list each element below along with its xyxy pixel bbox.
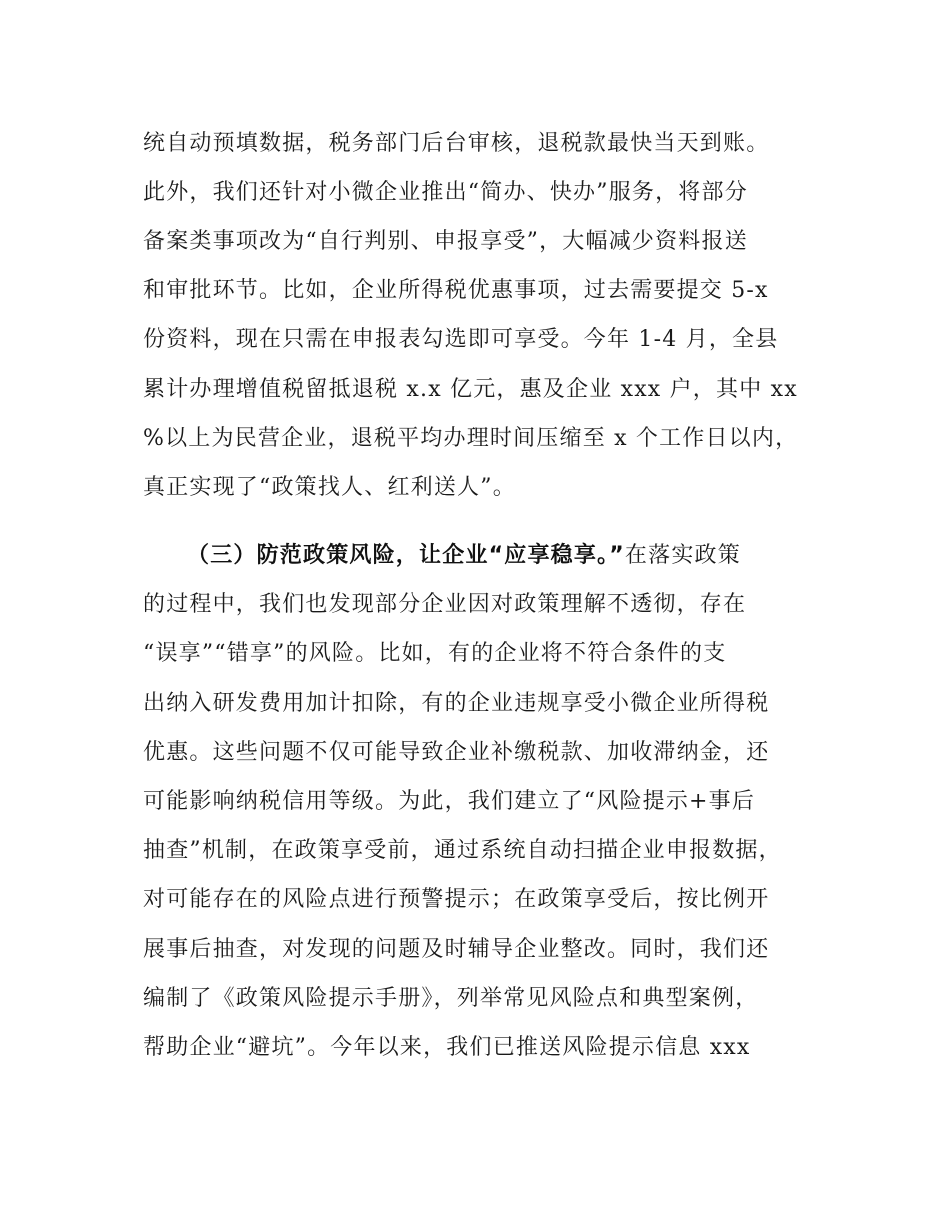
text-line: 和审批环节。比如，企业所得税优惠事项，过去需要提交 5-x xyxy=(143,278,769,303)
text-line: 对可能存在的风险点进行预警提示；在政策享受后，按比例开 xyxy=(143,887,770,912)
text-line: “误享”“错享”的风险。比如，有的企业将不符合条件的支 xyxy=(143,641,727,666)
text-line: 帮助企业“避坑”。今年以来，我们已推送风险提示信息 xxx xyxy=(143,1035,751,1060)
text-line: 出纳入研发费用加计扣除，有的企业违规享受小微企业所得税 xyxy=(143,691,770,716)
text-line: %以上为民营企业，退税平均办理时间压缩至 x 个工作日以内， xyxy=(143,426,799,451)
text-line: 编制了《政策风险提示手册》，列举常见风险点和典型案例， xyxy=(143,986,759,1011)
text-line: 抽查”机制，在政策享受前，通过系统自动扫描企业申报数据， xyxy=(143,838,782,863)
text-line: 优惠。这些问题不仅可能导致企业补缴税款、加收滞纳金，还 xyxy=(143,740,770,765)
text-line: 真正实现了“政策找人、红利送人”。 xyxy=(143,475,516,500)
text-line: 可能影响纳税信用等级。为此，我们建立了“风险提示+事后 xyxy=(143,789,756,814)
section-first-line xyxy=(187,538,741,574)
text-line: 份资料，现在只需在申报表勾选即可享受。今年 1-4 月，全县 xyxy=(143,327,779,352)
text-line: 的过程中，我们也发现部分企业因对政策理解不透彻，存在 xyxy=(143,592,747,617)
text-line: 备案类事项改为“自行判别、申报享受”，大幅减少资料报送 xyxy=(143,229,748,254)
text-span: 在落实政策 xyxy=(624,543,741,568)
text-line: 此外，我们还针对小微企业推出“简办、快办”服务，将部分 xyxy=(143,180,748,205)
text-line: 累计办理增值税留抵退税 x.x 亿元，惠及企业 xxx 户，其中 xx xyxy=(143,377,798,402)
section-heading: （三）防范政策风险，让企业“应享稳享。” xyxy=(187,543,625,568)
text-line: 统自动预填数据，税务部门后台审核，退税款最快当天到账。 xyxy=(143,131,770,156)
text-line: 展事后抽查，对发现的问题及时辅导企业整改。同时，我们还 xyxy=(143,937,770,962)
